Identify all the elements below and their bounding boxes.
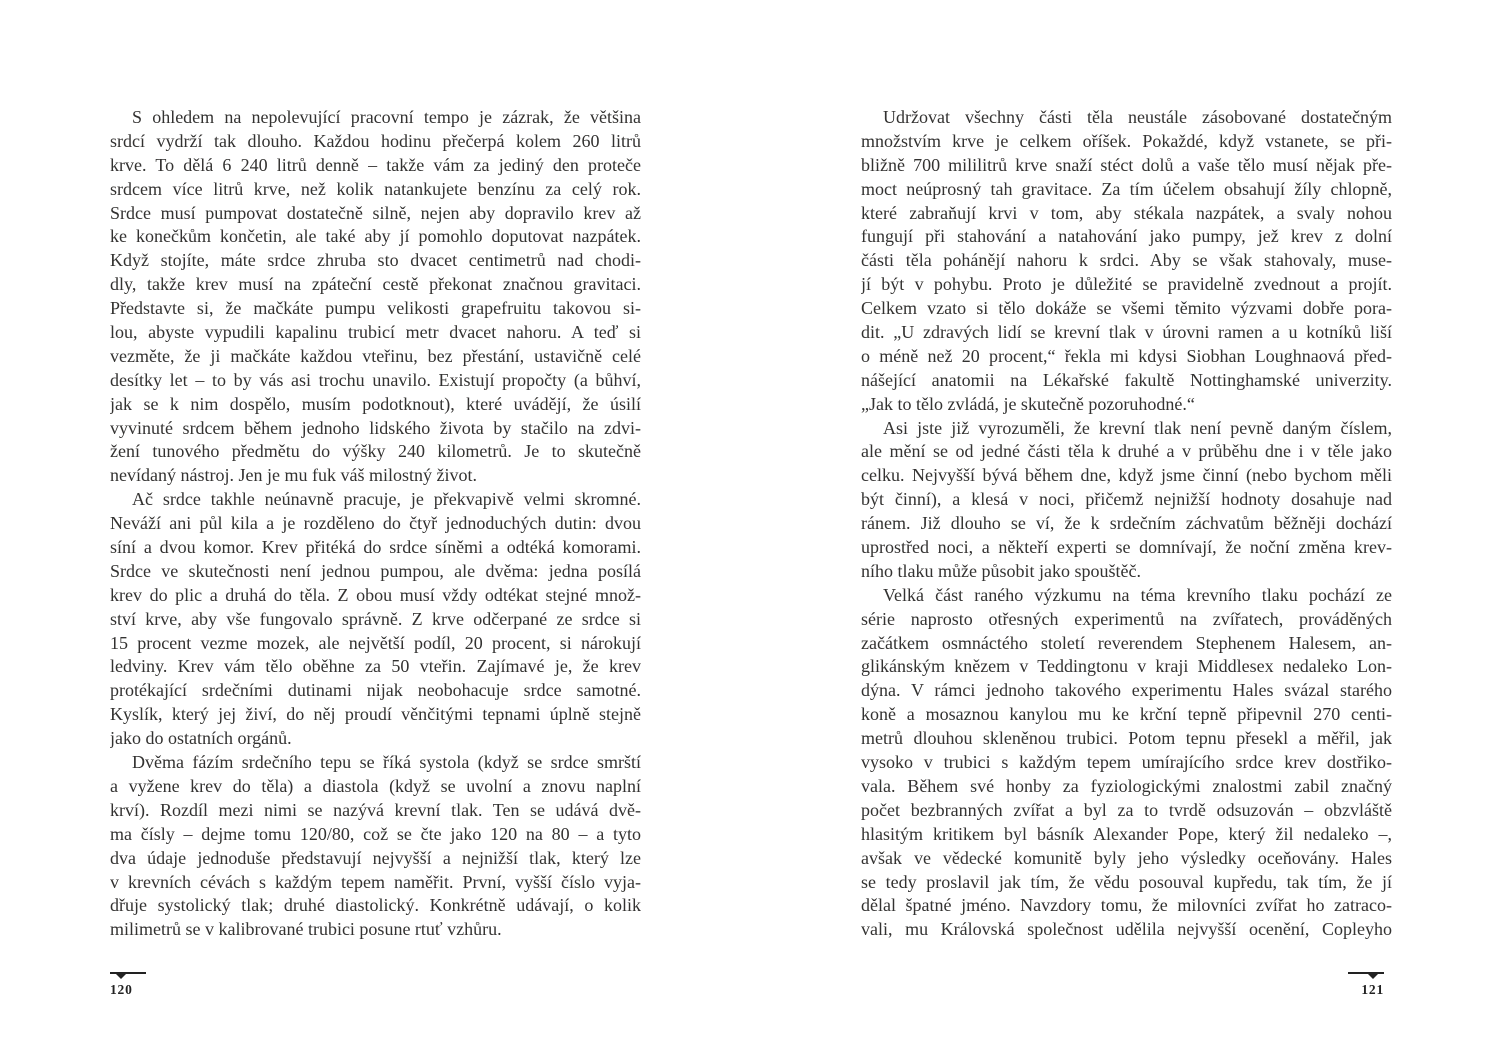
text-line: Celkem vzato si tělo dokáže se všemi těmito výzvami dobře pora- xyxy=(861,298,1392,319)
text-line: dřuje systolický tlak; druhé diastolický. Konkrétně udávají, o kolik xyxy=(110,895,641,916)
text-line: Udržovat všechny části těla neustále zásobované dostatečným xyxy=(883,107,1392,127)
text-line: Ač srdce takhle neúnavně pracuje, je překvapivě velmi skromné. xyxy=(132,489,641,510)
text-line: krve. To dělá 6 240 litrů denně – takže vám za jediný den proteče xyxy=(110,154,641,175)
text-line: Srdce musí pumpovat dostatečně silně, nejen aby dopravilo krev až xyxy=(110,202,641,223)
text-line: Dvěma fázím srdečního tepu se říká systola (když se srdce smrští xyxy=(132,752,641,773)
text-line: které zabraňují krvi v tom, aby stékala nazpátek, a svaly nohou xyxy=(861,202,1392,223)
text-line: „Jak to tělo zvládá, je skutečně pozoruhodné.“ xyxy=(861,393,1195,414)
text-line: vezměte, že ji mačkáte každou vteřinu, bez přestání, ustavičně celé xyxy=(110,345,641,366)
page-number: 120 xyxy=(110,982,133,997)
text-line: vyvinuté srdcem během jednoho lidského života by stačilo na zdvi- xyxy=(110,417,641,438)
text-line: se tedy proslavil jak tím, že vědu posouval kupředu, tak tím, že jí xyxy=(861,871,1392,892)
text-line: ke konečkům končetin, ale také aby jí pomohlo doputovat nazpátek. xyxy=(110,226,641,247)
text-line: lou, abyste vypudili kapalinu trubicí metr dvacet nahoru. A teď si xyxy=(110,322,641,343)
ornament-rule xyxy=(1348,972,1384,974)
text-line: ma čísly – dejme tomu 120/80, což se čte jako 120 na 80 – a tyto xyxy=(110,823,641,844)
text-line: Srdce ve skutečnosti není jednou pumpou, ale dvěma: jedna posílá xyxy=(110,560,641,581)
text-line: ledviny. Krev vám tělo oběhne za 50 vteřin. Zajímavé je, že krev xyxy=(110,656,641,677)
text-line: Představte si, že mačkáte pumpu velikosti grapefruitu takovou si- xyxy=(110,298,641,319)
text-line: glikánským knězem v Teddingtonu v kraji Middlesex nedaleko Lon- xyxy=(861,656,1392,677)
text-line: moct neúprosný tah gravitace. Za tím účelem obsahují žíly chlopně, xyxy=(861,178,1392,199)
text-line: dly, takže krev musí na zpáteční cestě překonat značnou gravitaci. xyxy=(110,274,641,295)
text-line: v krevních cévách s každým tepem naměřit. První, vyšší číslo vyja- xyxy=(110,871,641,892)
text-line: dva údaje jednoduše představují nejvyšší a nejnižší tlak, který lze xyxy=(110,847,641,868)
page-footer-ornament xyxy=(1348,968,1384,978)
triangle-down-icon xyxy=(1368,974,1378,979)
left-page-footer xyxy=(110,968,146,998)
text-line: ale mění se od jedné části těla k druhé a v průběhu dne i v těle jako xyxy=(861,441,1392,462)
right-page-footer xyxy=(1348,968,1384,998)
text-line: být činní), a klesá v noci, přičemž nejnižší hodnoty dosahuje nad xyxy=(861,489,1392,510)
text-line: počet bezbranných zvířat a byl za to tvrdě odsuzován – obzvláště xyxy=(861,799,1392,820)
text-line: začátkem osmnáctého století reverendem Stephenem Halesem, an- xyxy=(861,632,1392,653)
text-line: protékající srdečními dutinami nijak neobohacuje srdce samotné. xyxy=(110,680,641,701)
text-line: o méně než 20 procent,“ řekla mi kdysi Siobhan Loughnaová před- xyxy=(861,345,1392,366)
text-line: krví). Rozdíl mezi nimi se nazývá krevní tlak. Ten se udává dvě- xyxy=(110,799,641,820)
left-page-text xyxy=(110,106,641,942)
text-line: ního tlaku může působit jako spouštěč. xyxy=(861,560,1141,581)
text-line: vala. Během své honby za fyziologickými znalostmi zabil značný xyxy=(861,775,1392,796)
text-line: žení tunového předmětu do výšky 240 kilometrů. Je to skutečně xyxy=(110,441,641,462)
page-footer-ornament xyxy=(110,968,146,978)
text-line: vali, mu Královská společnost udělila nejvyšší ocenění, Copleyho xyxy=(861,919,1392,940)
text-line: hlasitým kritikem byl básník Alexander Pope, který žil nedaleko –, xyxy=(861,823,1392,844)
text-line: celku. Nejvyšší bývá během dne, když jsme činní (nebo bychom měli xyxy=(861,465,1392,486)
text-line: fungují při stahování a natahování jako pumpy, jež krev z dolní xyxy=(861,226,1392,247)
text-line: části těla pohánějí nahoru k srdci. Aby se však stahovaly, muse- xyxy=(861,250,1392,271)
text-line: avšak ve vědecké komunitě byly jeho výsledky oceňovány. Hales xyxy=(861,847,1392,868)
text-line: krev do plic a druhá do těla. Z obou musí vždy odtékat stejné množ- xyxy=(110,584,641,605)
text-line: jak se k nim dospělo, musím podotknout), které uvádějí, že úsilí xyxy=(110,393,641,414)
text-line: nevídaný nástroj. Jen je mu fuk váš milostný život. xyxy=(110,465,477,486)
page-number: 121 xyxy=(1361,982,1384,997)
text-line: koně a mosaznou kanylou mu ke krční tepně připevnil 270 centi- xyxy=(861,704,1392,725)
text-line: nášející anatomii na Lékařské fakultě Nottinghamské univerzity. xyxy=(861,369,1392,390)
text-line: síní a dvou komor. Krev přitéká do srdce síněmi a odtéká komorami. xyxy=(110,537,641,558)
text-line: série naprosto otřesných experimentů na zvířatech, prováděných xyxy=(861,608,1392,629)
text-line: a vyžene krev do těla) a diastola (když se uvolní a znovu naplní xyxy=(110,775,641,796)
text-line: metrů dlouhou skleněnou trubici. Potom tepnu přesekl a měřil, jak xyxy=(861,728,1392,749)
text-line: Velká část raného výzkumu na téma krevního tlaku pochází ze xyxy=(883,584,1392,605)
text-line: 15 procent vezme mozek, ale největší podíl, 20 procent, si nárokují xyxy=(110,632,641,653)
text-line: uprostřed noci, a někteří experti se domnívají, že noční změna krev- xyxy=(861,537,1392,558)
text-line: jako do ostatních orgánů. xyxy=(110,728,292,749)
text-line: srdcí vydrží tak dlouho. Každou hodinu přečerpá kolem 260 litrů xyxy=(110,130,641,151)
text-line: srdcem více litrů krve, než kolik natankujete benzínu za celý rok. xyxy=(110,178,641,199)
text-line: dělal špatné jméno. Navzdory tomu, že milovníci zvířat ho zatraco- xyxy=(861,895,1392,916)
text-line: S ohledem na nepolevující pracovní tempo je zázrak, že většina xyxy=(132,107,641,127)
text-line: jí být v pohybu. Proto je důležité se pravidelně zvednout a projít. xyxy=(861,274,1392,295)
right-page-text xyxy=(861,106,1392,942)
text-line: dýna. V rámci jednoho takového experimentu Hales svázal starého xyxy=(861,680,1392,701)
text-line: Kyslík, který jej živí, do něj proudí věnčitými tepnami úplně stejně xyxy=(110,704,641,725)
text-line: množstvím krve je celkem oříšek. Pokaždé, když vstanete, se při- xyxy=(861,130,1392,151)
text-line: Když stojíte, máte srdce zhruba sto dvacet centimetrů nad chodi- xyxy=(110,250,641,271)
text-line: Asi jste již vyrozuměli, že krevní tlak není pevně daným číslem, xyxy=(883,417,1392,438)
text-line: milimetrů se v kalibrované trubici posune rtuť vzhůru. xyxy=(110,919,502,940)
text-line: ránem. Již dlouho se ví, že k srdečním záchvatům běžněji dochází xyxy=(861,513,1392,534)
text-line: ství krve, aby vše fungovalo správně. Z krve odčerpané ze srdce si xyxy=(110,608,641,629)
text-line: bližně 700 mililitrů krve snaží stéct dolů a vaše tělo musí nějak pře- xyxy=(861,154,1392,175)
text-line: Neváží ani půl kila a je rozděleno do čtyř jednoduchých dutin: dvou xyxy=(110,513,641,534)
text-line: desítky let – to by vás asi trochu unavilo. Existují propočty (a bůhví, xyxy=(110,369,641,390)
text-line: vysoko v trubici s každým tepem umírajícího srdce krev dostřiko- xyxy=(861,752,1392,773)
text-line: dit. „U zdravých lidí se krevní tlak v úrovni ramen a u kotníků liší xyxy=(861,322,1392,343)
triangle-down-icon xyxy=(116,974,126,979)
